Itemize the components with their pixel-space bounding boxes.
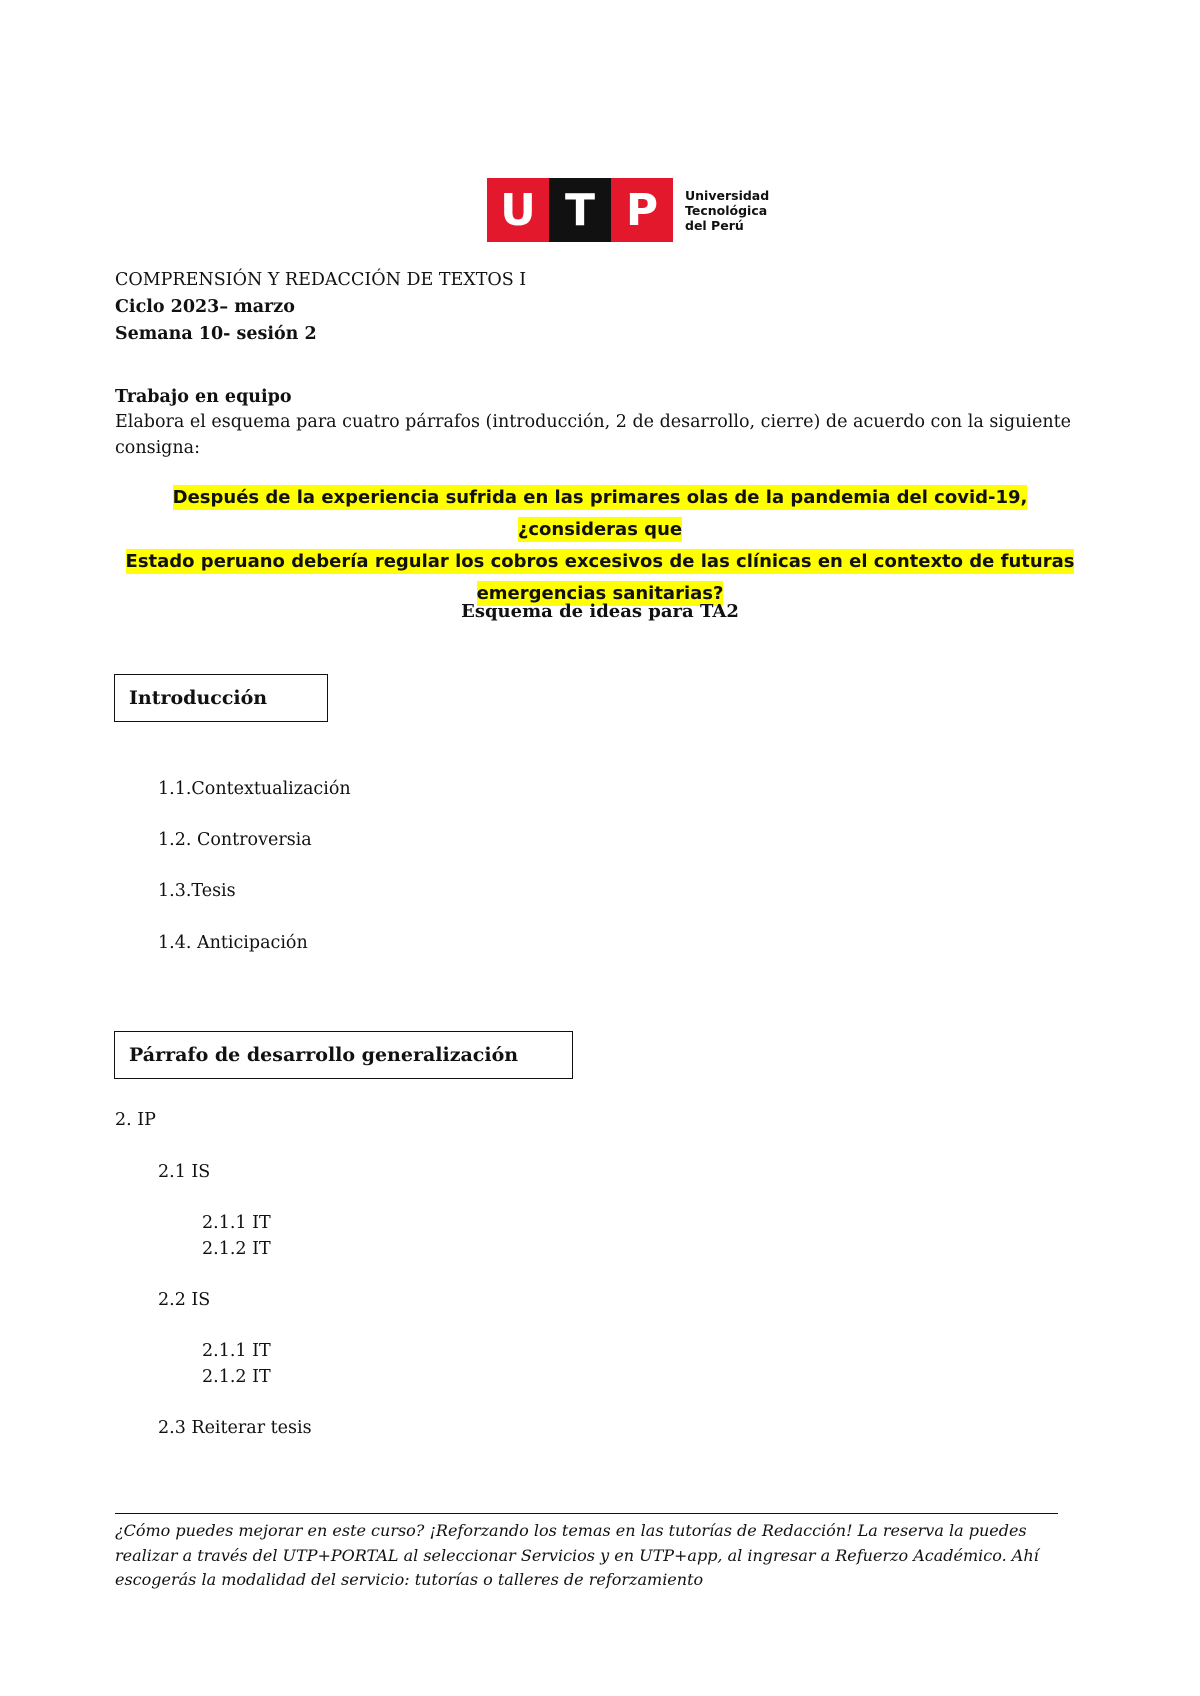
logo-text-line-2: Tecnológica xyxy=(685,202,768,218)
utp-logo xyxy=(487,178,769,242)
footer-note xyxy=(115,1519,1065,1593)
development-is-1-it-1: 2.1.1 IT xyxy=(202,1213,271,1233)
intro-item-1: 1.1.Contextualización xyxy=(158,779,351,799)
development-box xyxy=(114,1031,573,1079)
logo-wordmark xyxy=(685,188,769,233)
task-title: Trabajo en equipo xyxy=(115,387,292,407)
development-reiterate-thesis: 2.3 Reiterar tesis xyxy=(158,1418,312,1438)
task-instruction-line-1: Elabora el esquema para cuatro párrafos (introducción, 2 de desarrollo, cierre) de acuerdo con la siguiente xyxy=(115,412,1071,432)
footer-line-1: ¿Cómo puedes mejorar en este curso? ¡Reforzando los temas en las tutorías de Redacción! La reserva la puedes xyxy=(115,1521,1027,1540)
footer-line-3: escogerás la modalidad del servicio: tutorías o talleres de reforzamiento xyxy=(115,1570,704,1589)
footer-line-2: realizar a través del UTP+PORTAL al seleccionar Servicios y en UTP+app, al ingresar a Refuerzo Académico. Ahí xyxy=(115,1545,1039,1565)
development-is-2-it-1: 2.1.1 IT xyxy=(202,1341,271,1361)
development-is-2-it-2: 2.1.2 IT xyxy=(202,1367,271,1387)
week-label: Semana 10- sesión 2 xyxy=(115,324,317,344)
cycle-label: Ciclo 2023– marzo xyxy=(115,297,295,317)
assignment-prompt xyxy=(110,482,1090,610)
logo-letters xyxy=(487,178,673,242)
intro-box-label: Introducción xyxy=(129,687,268,709)
development-is-1: 2.1 IS xyxy=(158,1162,211,1182)
development-is-1-it-2: 2.1.2 IT xyxy=(202,1239,271,1259)
footer-divider xyxy=(115,1513,1058,1514)
course-title: COMPRENSIÓN Y REDACCIÓN DE TEXTOS I xyxy=(115,270,527,290)
intro-item-4: 1.4. Anticipación xyxy=(158,933,308,953)
logo-letter-t: T xyxy=(549,178,611,242)
development-ip: 2. IP xyxy=(115,1110,156,1130)
scheme-title: Esquema de ideas para TA2 xyxy=(461,601,739,622)
logo-letter-u: U xyxy=(487,178,549,242)
prompt-line-2: Estado peruano debería regular los cobros excesivos de las clínicas en el contexto de futuras xyxy=(125,551,1075,572)
task-instruction-line-2: consigna: xyxy=(115,438,200,458)
prompt-line-3: emergencias sanitarias? xyxy=(476,583,724,604)
logo-letter-p: P xyxy=(611,178,673,242)
intro-box xyxy=(114,674,328,722)
development-is-2: 2.2 IS xyxy=(158,1290,211,1310)
prompt-line-1: Después de la experiencia sufrida en las primares olas de la pandemia del covid-19, ¿consideras que xyxy=(172,487,1028,540)
logo-text-line-3: del Perú xyxy=(685,217,744,233)
development-box-label: Párrafo de desarrollo generalización xyxy=(129,1044,519,1066)
logo-text-line-1: Universidad xyxy=(685,187,770,203)
intro-item-2: 1.2. Controversia xyxy=(158,830,312,850)
intro-item-3: 1.3.Tesis xyxy=(158,881,236,901)
